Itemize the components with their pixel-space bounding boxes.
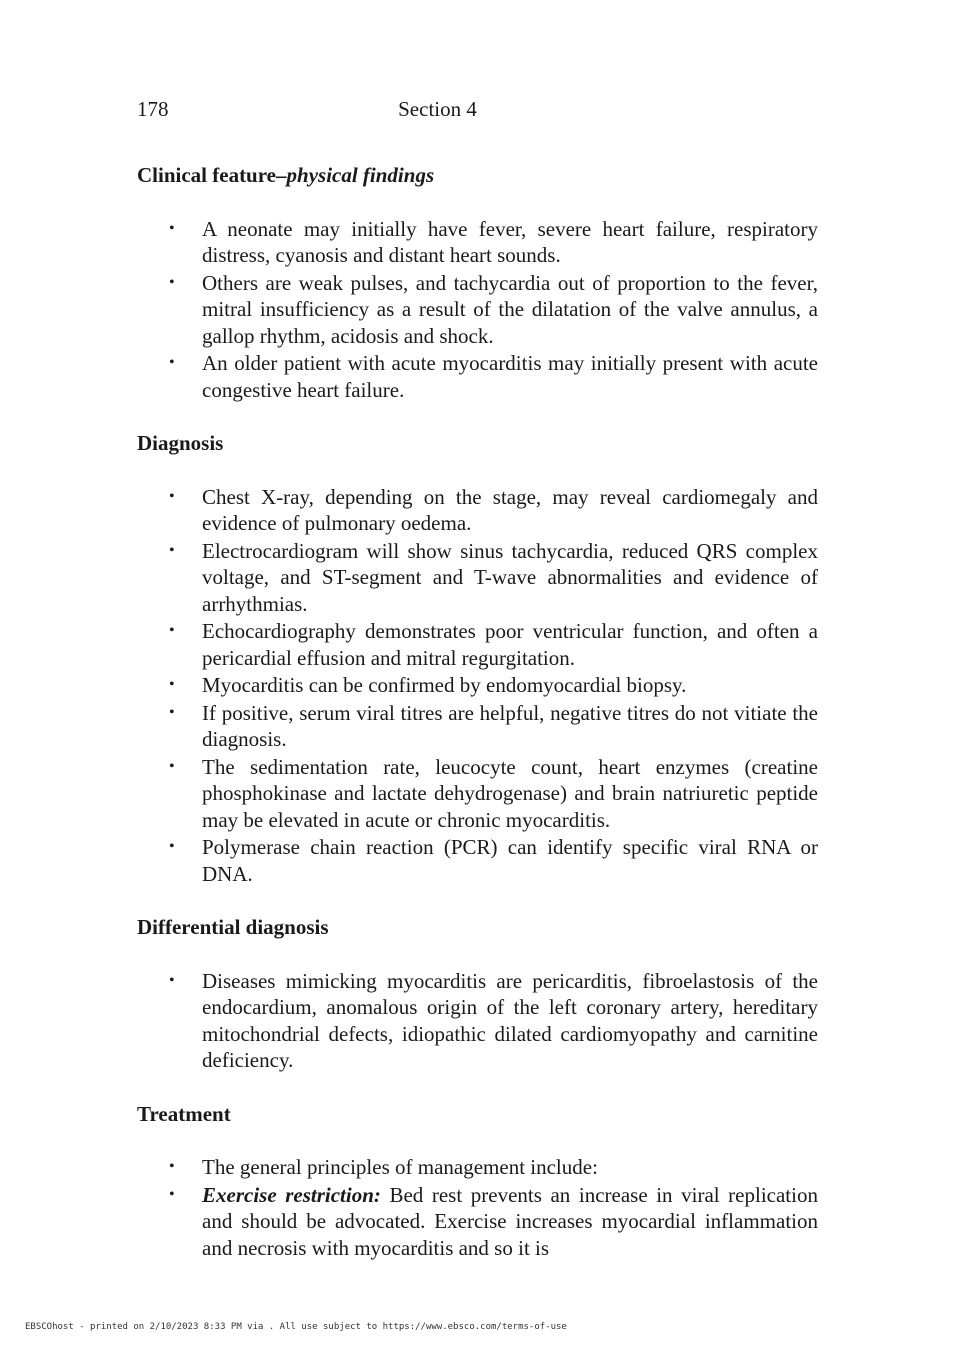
list-item — [137, 968, 818, 1074]
list-treatment — [137, 1154, 818, 1261]
bullet-icon: • — [169, 354, 175, 371]
list-item — [137, 672, 818, 699]
heading-text: Clinical feature — [137, 163, 277, 187]
list-item — [137, 216, 818, 269]
list-clinical-feature — [137, 216, 818, 404]
list-item — [137, 700, 818, 753]
bullet-icon: • — [169, 838, 175, 855]
bullet-icon: • — [169, 1185, 175, 1203]
list-item — [137, 754, 818, 834]
heading-italic: physical findings — [286, 163, 435, 187]
bullet-icon: • — [169, 1158, 175, 1175]
list-item-text: Polymerase chain reaction (PCR) can identify specific viral RNA or DNA. — [202, 835, 818, 886]
section-label: Section 4 — [398, 97, 477, 121]
heading-diagnosis: Diagnosis — [137, 431, 224, 455]
bullet-icon: • — [169, 541, 175, 559]
list-item-text: Diseases mimicking myocarditis are pericarditis, fibroelastosis of the endocardium, anomalous origin of the left coronary artery, hereditary mitochondrial defects, idiopathic dilated cardiomyopathy and carnitine deficiency. — [202, 968, 818, 1072]
list-diagnosis — [137, 484, 818, 888]
list-differential-diagnosis — [137, 968, 818, 1074]
bullet-icon: • — [169, 971, 175, 989]
list-item — [137, 834, 818, 887]
bullet-icon: • — [169, 487, 175, 505]
bullet-icon: • — [169, 757, 175, 775]
list-item-text: An older patient with acute myocarditis may initially present with acute congestive heart failure. — [202, 351, 818, 402]
bullet-icon: • — [169, 273, 175, 291]
heading-differential-diagnosis: Differential diagnosis — [137, 915, 329, 939]
heading-dash: – — [276, 163, 287, 187]
list-item — [137, 1154, 818, 1181]
list-item-text: Others are weak pulses, and tachycardia out of proportion to the fever, mitral insufficiency as a result of the dilatation of the valve annulus, a gallop rhythm, acidosis and shock. — [202, 270, 818, 348]
print-footer: EBSCOhost - printed on 2/10/2023 8:33 PM via . All use subject to https://www.ebsco.com/terms-of-use — [25, 1322, 567, 1332]
list-item-text: Echocardiography demonstrates poor ventricular function, and often a pericardial effusion and mitral regurgitation. — [202, 619, 818, 670]
heading-clinical-feature — [137, 162, 818, 189]
list-item-text: The general principles of management include: — [202, 1155, 598, 1179]
bullet-icon: • — [169, 622, 175, 639]
list-item-text: Electrocardiogram will show sinus tachycardia, reduced QRS complex voltage, and ST-segment and T-wave abnormalities and evidence of arrhythmias. — [202, 538, 818, 616]
list-item-text: Myocarditis can be confirmed by endomyocardial biopsy. — [202, 673, 687, 697]
heading-treatment: Treatment — [137, 1101, 231, 1126]
list-item-text: A neonate may initially have fever, severe heart failure, respiratory distress, cyanosis and distant heart sounds. — [202, 216, 818, 267]
running-header — [137, 96, 818, 122]
list-item — [137, 618, 818, 671]
list-item-text: If positive, serum viral titres are helpful, negative titres do not vitiate the diagnosis. — [202, 700, 818, 751]
bullet-icon: • — [169, 676, 175, 693]
page-number: 178 — [137, 97, 169, 121]
bullet-icon: • — [169, 219, 175, 237]
list-item — [137, 270, 818, 350]
list-item-text: Bed rest prevents an increase in viral replication and should be advocated. Exercise increases myocardial inflammation and necrosis with myocarditis and so it is — [202, 1182, 818, 1260]
bullet-icon: • — [169, 703, 175, 721]
list-item-text: Chest X-ray, depending on the stage, may reveal cardiomegaly and evidence of pulmonary oedema. — [202, 484, 818, 535]
list-item — [137, 538, 818, 618]
list-item — [137, 1182, 818, 1262]
list-item — [137, 350, 818, 403]
list-item-text: The sedimentation rate, leucocyte count, heart enzymes (creatine phosphokinase and lactate dehydrogenase) and brain natriuretic peptide may be elevated in acute or chronic myocarditis. — [202, 754, 818, 832]
list-item — [137, 484, 818, 537]
list-item-lead: Exercise restriction: — [202, 1182, 381, 1207]
page-body — [137, 96, 818, 1288]
